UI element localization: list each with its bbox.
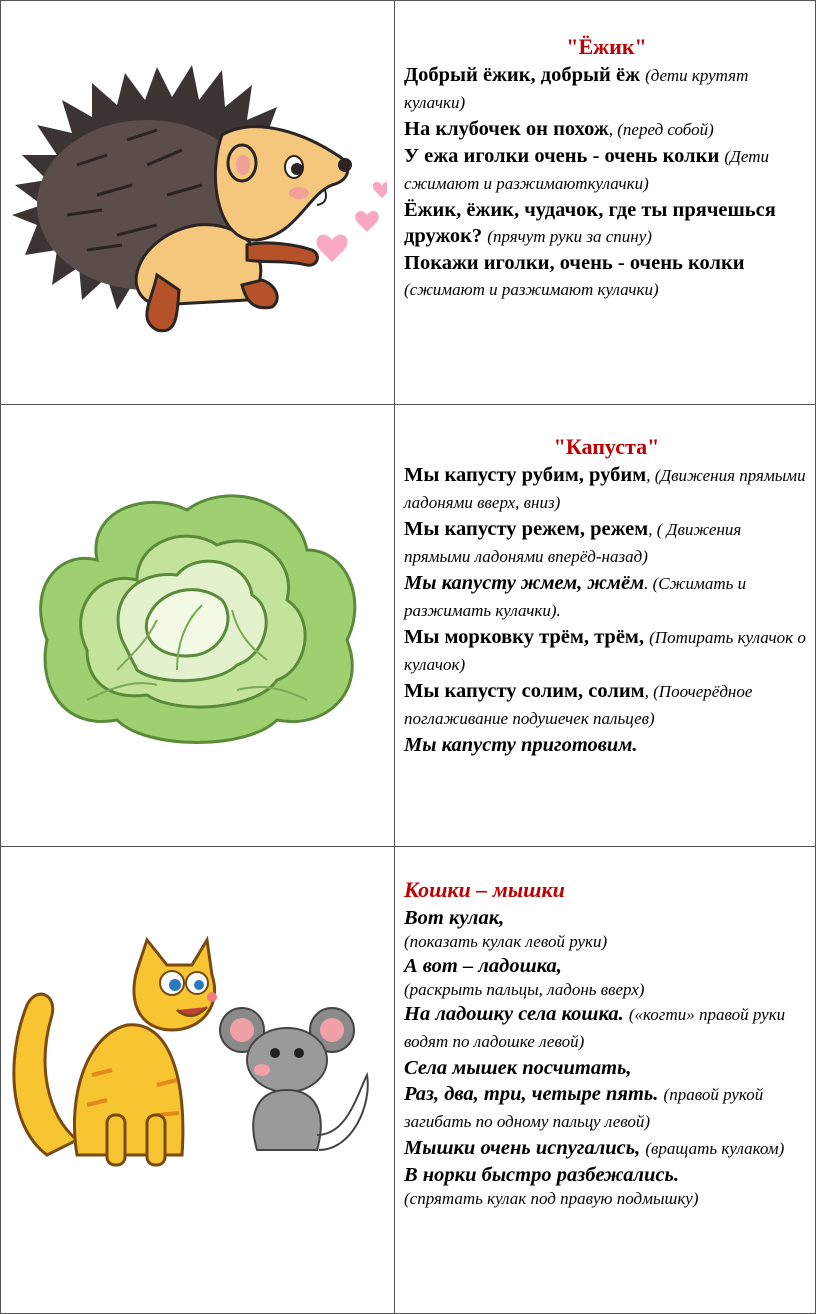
border-top [0,0,816,1]
verse-note: (раскрыть пальцы, ладонь вверх) [404,980,645,999]
verse-note: (показать кулак левой руки) [404,932,608,951]
verse-line: На клубочек он похож, (перед собой) [404,118,714,140]
verse-line: Села мышек посчитать, [404,1057,632,1079]
verse-line: На ладошку села кошка. («когти» правой руки водят по ладошке левой) [404,1003,786,1051]
cabbage-card-text [404,434,809,758]
verse-line: Мы капусту приготовим. [404,734,638,756]
card-title: Кошки – мышки [404,877,565,902]
column-divider [394,0,395,1314]
cabbage-image [0,460,394,760]
verse-line: Мы капусту режем, режем, ( Движения прямыми ладонями вперёд-назад) [404,518,742,566]
hedgehog-icon [7,45,387,335]
hedgehog-card-text [404,34,809,303]
verse-line: Мы капусту жмем, жмём. (Сжимать и разжимать кулачки). [404,572,747,620]
card-title: "Капуста" [553,434,660,459]
row-divider-1 [0,404,816,405]
verse-line: Мы капусту рубим, рубим, (Движения прямыми ладонями вверх, вниз) [404,464,806,512]
cabbage-icon [27,470,367,750]
verse-line: А вот – ладошка, [404,955,562,977]
verse-note: (спрятать кулак под правую подмышку) [404,1189,699,1208]
verse-line: Мы морковку трём, трём, (Потирать кулачок о кулачок) [404,626,806,674]
verse-line: Вот кулак, [404,907,505,929]
verse-line: В норки быстро разбежались. [404,1164,680,1186]
cat-and-mouse-icon [7,935,387,1175]
hedgehog-image [0,40,394,340]
verse-line: У ежа иголки очень - очень колки (Дети сжимают и разжимаюткулачки) [404,145,769,193]
cat-mouse-image [0,930,394,1180]
verse-line: Добрый ёжик, добрый ёж (дети крутят кулачки) [404,64,749,112]
card-title: "Ёжик" [566,34,647,59]
verse-line: Мы капусту солим, солим, (Поочерёдное поглаживание подушечек пальцев) [404,680,753,728]
verse-line: Раз, два, три, четыре пять. (правой рукой загибать по одному пальцу левой) [404,1083,764,1131]
verse-line: Ёжик, ёжик, чудачок, где ты прячешься дружок? (прячут руки за спину) [404,199,776,247]
verse-line: Мышки очень испугались, (вращать кулаком) [404,1137,785,1159]
row-divider-2 [0,846,816,847]
verse-line: Покажи иголки, очень - очень колки (сжимают и разжимают кулачки) [404,252,745,299]
cat-mouse-card-text [404,877,809,1210]
